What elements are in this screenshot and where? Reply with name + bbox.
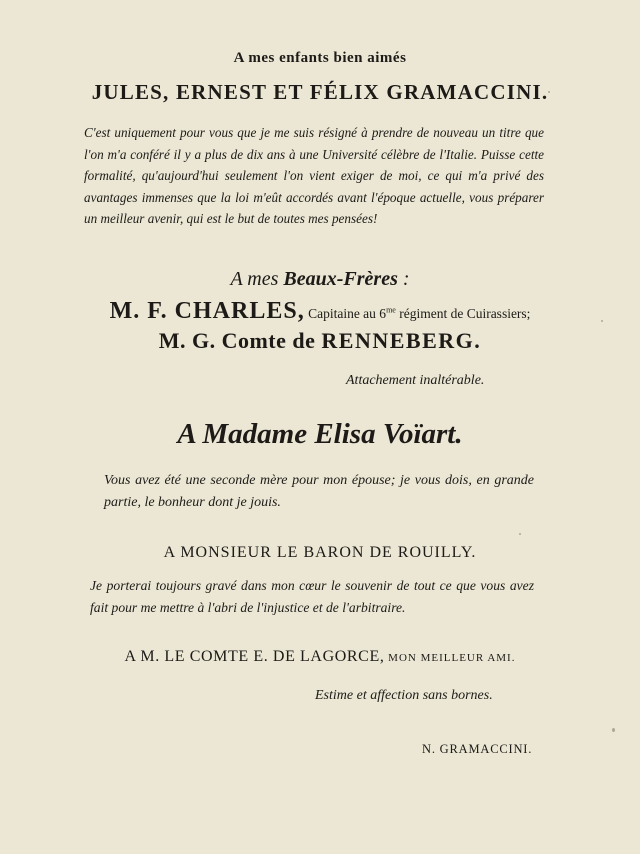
charles-rank-before: Capitaine au 6 — [304, 306, 387, 321]
dedication-paragraph-rouilly: Je porterai toujours gravé dans mon cœur le souvenir de tout ce que vous avez fait pour me mettre à l'abri de l'injustice et de l'arbitraire. — [90, 578, 534, 615]
dedication-paragraph-children: C'est uniquement pour vous que je me suis résigné à prendre de nouveau un titre que l'on m'a conféré il y a plus de dix ans à une Université célèbre de l'Italie. Puisse cette formalité, qu'aujourd'hui seulement l'on vient exiger de moi, ce qui m'a privé des avantages immenses que la loi m'eût accordés avant l'époque actuelle, vous préparer un meilleur avenir, qui est le but de toutes mes pensées! — [84, 125, 544, 227]
beaux-freres-suffix: : — [397, 268, 410, 290]
lagorce-heading — [0, 648, 640, 666]
dedication-paragraph-voiart: Vous avez été une seconde mère pour mon épouse; je vous dois, en grande partie, le bonheur dont je jouis. — [104, 473, 534, 510]
beaux-freres-prefix: A mes — [230, 268, 284, 290]
renneberg-line — [0, 328, 640, 354]
lagorce-small: MON MEILLEUR AMI. — [384, 652, 516, 664]
paper-speck — [519, 533, 521, 535]
voiart-heading: A Madame Elisa Voïart. — [177, 418, 463, 450]
rouilly-heading: A MONSIEUR LE BARON DE ROUILLY. — [163, 544, 477, 561]
children-names: JULES, ERNEST ET FÉLIX GRAMACCINI. — [91, 80, 549, 104]
attachment-line: Attachement inaltérable. — [346, 373, 485, 388]
renneberg-name: RENNEBERG. — [321, 328, 482, 353]
beaux-freres-emph: Beaux-Frères — [283, 268, 398, 290]
lagorce-main: A M. LE COMTE E. DE LAGORCE, — [124, 648, 385, 665]
paper-speck — [612, 728, 615, 732]
paper-speck — [601, 320, 603, 322]
estime-line: Estime et affection sans bornes. — [315, 688, 493, 703]
renneberg-prefix: M. G. Comte de — [158, 328, 322, 353]
charles-name: M. F. CHARLES, — [109, 298, 305, 324]
charles-rank — [305, 306, 531, 321]
charles-rank-sup: me — [386, 305, 396, 315]
dedication-children-heading: A mes enfants bien aimés — [233, 50, 407, 66]
charles-rank-after: régiment de Cuirassiers; — [395, 306, 531, 321]
beaux-freres-heading — [0, 268, 640, 291]
paper-speck — [548, 91, 550, 93]
signature: N. GRAMACCINI. — [422, 742, 533, 756]
charles-line — [0, 298, 640, 325]
